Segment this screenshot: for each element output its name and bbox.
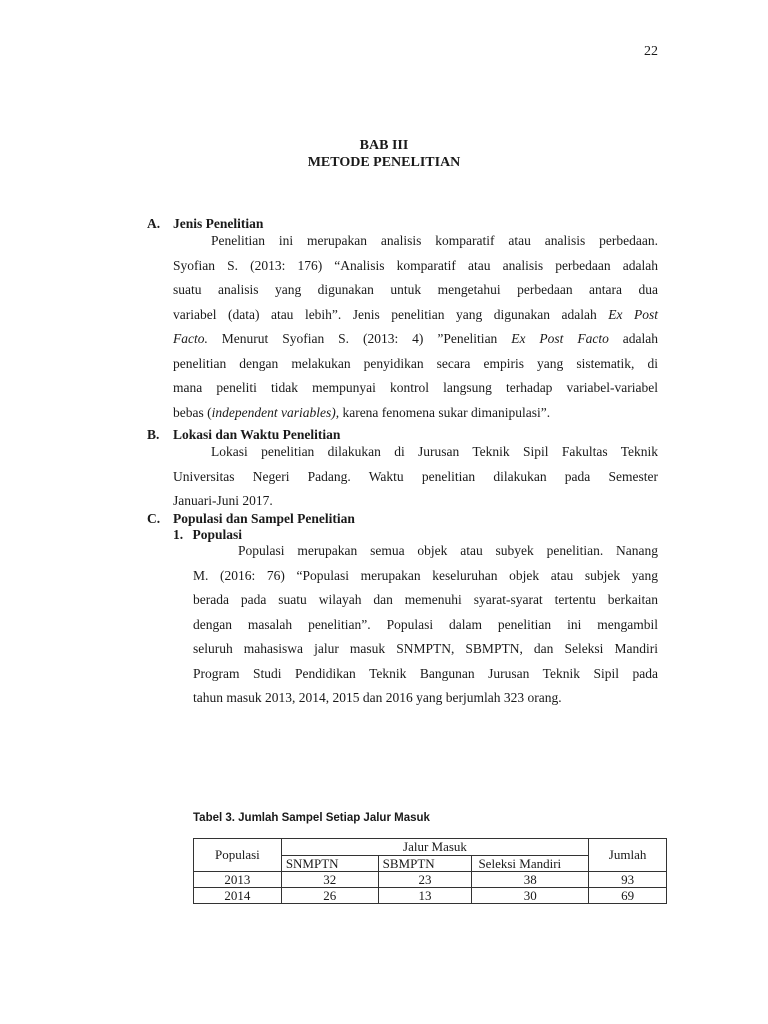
section-c-line-5: seluruh mahasiswa jalur masuk SNMPTN, SBMPTN, dan Seleksi Mandiri bbox=[193, 641, 658, 656]
table-caption: Tabel 3. Jumlah Sampel Setiap Jalur Masuk bbox=[193, 812, 430, 824]
page-number: 22 bbox=[644, 44, 658, 59]
chapter-label: BAB III bbox=[359, 138, 409, 153]
table-cell-sbmptn: 23 bbox=[378, 872, 472, 888]
section-a-line-6: penelitian dengan melakukan penyidikan secara empiris yang sistematik, di bbox=[173, 355, 658, 371]
section-c-line-7: tahun masuk 2013, 2014, 2015 dan 2016 yang berjumlah 323 orang. bbox=[193, 690, 562, 705]
section-a-paragraph bbox=[173, 229, 658, 425]
section-b-letter: B. bbox=[147, 427, 160, 442]
section-b-line-1: Lokasi penelitian dilakukan di Jurusan Teknik Sipil Fakultas Teknik bbox=[211, 444, 658, 459]
header-seleksi-mandiri: Seleksi Mandiri bbox=[472, 856, 589, 872]
section-a-title: Jenis Penelitian bbox=[173, 216, 264, 231]
section-c-line-3: berada pada suatu wilayah dan memenuhi syarat-syarat tertentu berkaitan bbox=[193, 592, 658, 607]
table-row bbox=[194, 888, 667, 904]
table-header-row bbox=[194, 839, 667, 856]
section-a-line-7: mana peneliti tidak mempunyai kontrol langsung terhadap variabel-variabel bbox=[173, 380, 658, 395]
table-cell-jumlah: 69 bbox=[589, 888, 667, 904]
section-c-letter: C. bbox=[147, 511, 161, 526]
header-jalur-masuk: Jalur Masuk bbox=[281, 839, 588, 856]
table-cell-sbmptn: 13 bbox=[378, 888, 472, 904]
header-jumlah: Jumlah bbox=[589, 839, 667, 872]
table-cell-snmptn: 32 bbox=[281, 872, 378, 888]
section-a-letter: A. bbox=[147, 216, 161, 231]
section-a-line-4: variabel (data) atau lebih”. Jenis penelitian yang digunakan adalah Ex Post bbox=[173, 306, 658, 322]
section-b-line-2: Universitas Negeri Padang. Waktu penelitian dilakukan pada Semester bbox=[173, 468, 658, 484]
section-c-line-1: Populasi merupakan semua objek atau subyek penelitian. Nanang bbox=[238, 543, 658, 558]
table-cell-jumlah: 93 bbox=[589, 872, 667, 888]
table-row bbox=[194, 872, 667, 888]
section-a-line-5: Facto. Menurut Syofian S. (2013: 4) ”Penelitian Ex Post Facto adalah bbox=[173, 331, 659, 346]
subsection-title: Populasi bbox=[192, 527, 243, 542]
section-b-paragraph bbox=[173, 440, 658, 514]
sample-table bbox=[193, 838, 667, 904]
section-c-title: Populasi dan Sampel Penelitian bbox=[173, 511, 355, 526]
section-c-heading bbox=[147, 511, 355, 527]
table-cell-year: 2014 bbox=[194, 888, 282, 904]
section-b-line-3: Januari-Juni 2017. bbox=[173, 493, 273, 508]
section-c-line-2: M. (2016: 76) “Populasi merupakan keseluruhan objek atau subjek yang bbox=[193, 567, 658, 583]
header-snmptn: SNMPTN bbox=[281, 856, 378, 872]
section-b-title: Lokasi dan Waktu Penelitian bbox=[173, 427, 341, 442]
table-cell-mandiri: 30 bbox=[472, 888, 589, 904]
table-cell-snmptn: 26 bbox=[281, 888, 378, 904]
table-cell-year: 2013 bbox=[194, 872, 282, 888]
subsection-number: 1. bbox=[173, 527, 184, 542]
section-c-paragraph bbox=[193, 539, 658, 711]
header-sbmptn: SBMPTN bbox=[378, 856, 472, 872]
chapter-title: METODE PENELITIAN bbox=[307, 155, 461, 170]
section-c-line-6: Program Studi Pendidikan Teknik Bangunan Jurusan Teknik Sipil pada bbox=[193, 665, 658, 681]
section-a-line-2: Syofian S. (2013: 176) “Analisis komparatif atau analisis perbedaan adalah bbox=[173, 257, 658, 273]
section-a-line-3: suatu analisis yang digunakan untuk mengetahui perbedaan antara dua bbox=[173, 282, 658, 297]
section-a-line-8: bebas (independent variables), karena fenomena sukar dimanipulasi”. bbox=[173, 404, 551, 420]
header-populasi: Populasi bbox=[194, 839, 282, 872]
table-cell-mandiri: 38 bbox=[472, 872, 589, 888]
section-a-line-1: Penelitian ini merupakan analisis komparatif atau analisis perbedaan. bbox=[211, 233, 658, 248]
section-c-line-4: dengan masalah penelitian”. Populasi dalam penelitian ini mengambil bbox=[193, 616, 658, 632]
